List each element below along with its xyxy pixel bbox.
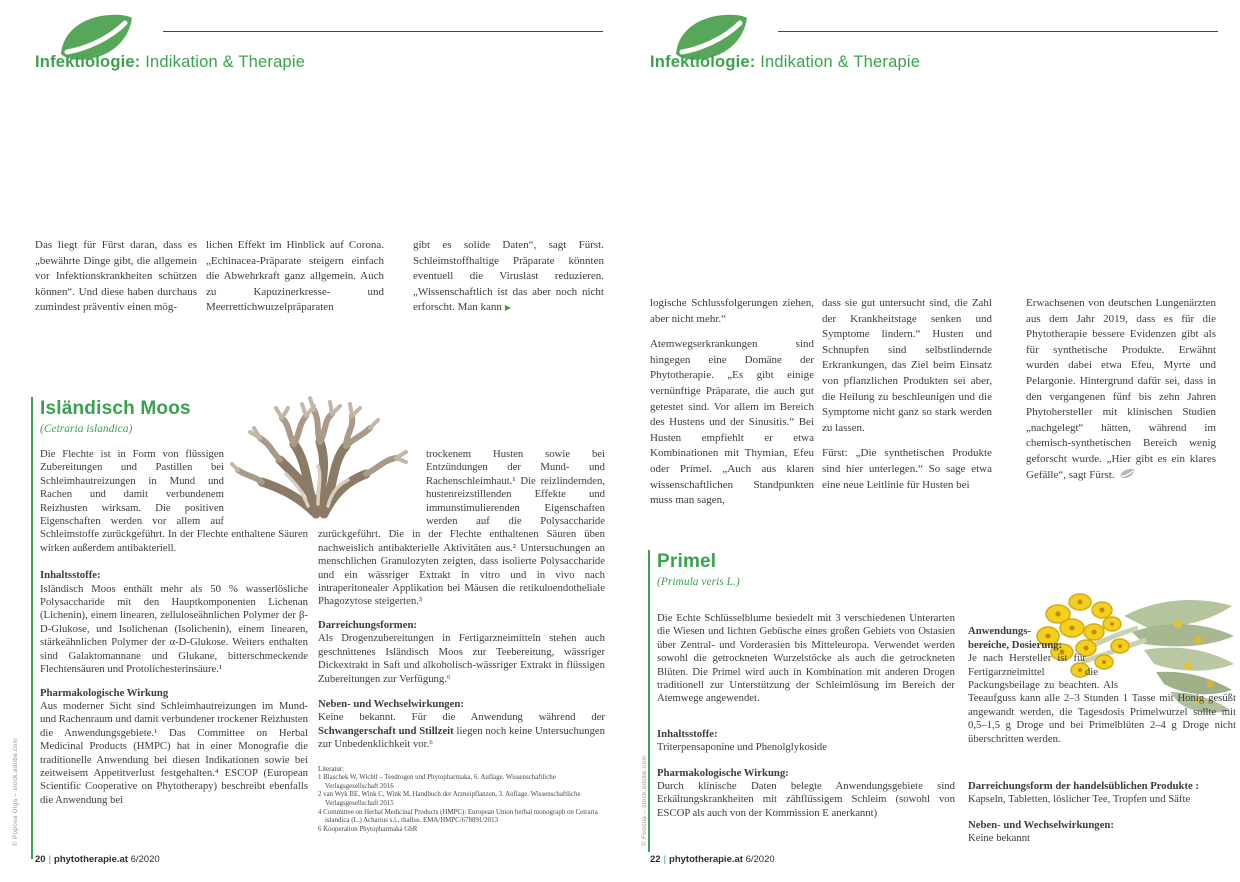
subsection-heading: Inhaltsstoffe: [657,727,718,740]
subsection-heading: Pharmakologische Wirkung [40,686,169,699]
body-paragraph: Als Drogenzubereitungen in Fertigarzneimitteln stehen auch geschnittenes Isländisch Moos zur Teebereitung, wässriger Dickextrakt in Saft und alkoholisch-wässriger Extrakt in flüssigen Zubereitungen zur Verfügung.⁶ [318,632,605,685]
body-paragraph [318,711,605,751]
header-section-label: Infektiologie: [650,53,756,71]
intro-column-2 [822,296,992,493]
emphasized-text: Schwangerschaft und Stillzeit [318,724,454,737]
body-paragraph [1026,296,1216,484]
continuation-arrow-icon: ▶ [504,303,512,313]
body-paragraph [413,238,604,316]
header-rule [163,31,603,32]
footer-separator: | [48,854,52,865]
body-paragraph: lichen Effekt im Hinblick auf Corona. „Echinacea-Präparate steigern einfach die Abwehrkraft ganz allgemein. Auch zu Kapuzinerkresse- und Meerrettichwurzelpräparaten [206,239,384,314]
footer-separator: | [663,854,667,865]
page-number: 22 [650,854,661,865]
photo-wrap-spacer [1098,666,1236,679]
body-paragraph: trockenem Husten sowie bei Entzündungen der Mund- und Rachenschleimhaut.¹ Die reizlindernden, hustenreizstillenden Effekte und immunstimulierenden Eigenschaften werden auf die Polysaccharide zurückgeführt. Die in der Flechte enthaltenen Säuren üben nachweislich antibakterielle Aktivitäten aus.² Untersuchungen an menschlichen Granulozyten zeigten, dass isolierte Polysaccharide und ein wässriger Extrakt in vitro und in vivo nach intraperitonealer Applikation bei Mäusen die retikuloendotheliale Phagozytose steigerten.³ [318,448,605,608]
subsection-heading: Darreichungsformen: [318,618,417,631]
intro-column-1 [35,238,197,316]
body-paragraph: logische Schlussfolgerungen ziehen, aber nicht mehr.“ [650,297,814,325]
section-title: Isländisch Moos [40,398,191,419]
photo-credit: © Popova Olga – stock.adobe.com [12,737,19,846]
body-paragraph: Je nach Hersteller ist für Fertigarzneimittel die Packungsbeilage zu beachten. Als Teeaufguss kann alle 2–3 Stunden 1 Tasse mit Honig gesüßt angewandt werden, die Tagesdosis Primelwurzel sollte mit 0,5–1,5 g Droge und bei Primelblüten 2–4 g Droge nicht überschritten werden. [968,652,1236,745]
footnote: 2 van Wyk BE, Wink C, Wink M, Handbuch der Arzneipflanzen, 3. Auflage. Wissenschaftliche Verlagsgesellschaft 2015 [318,791,581,807]
footer-issue: 6/2020 [130,854,160,865]
footnote: 6 Kooperation Phytopharmaka GbR [318,825,418,833]
latin-name: (Cetraria islandica) [40,423,133,435]
body-paragraph: Durch klinische Daten belegte Anwendungsgebiete sind Erkältungskrankheiten mit zähflüssigem Schleim (sowohl von ESCOP als auch von der Kommission E anerkannt) [657,780,955,819]
footnote: 1 Blaschek W, Wichtl – Teedrogen und Phytopharmaka, 6. Auflage. Wissenschaftliche Verlagsgesellschaft 2016 [318,774,556,790]
body-paragraph: Das liegt für Fürst daran, dass es „bewährte Dinge gibt, die allgemein vor Infektionskrankheiten schützen können“. Und diese haben durchaus zumindest präventiv einen mög- [35,239,197,314]
footer-issue: 6/2020 [745,854,775,865]
subsection-heading: Inhaltsstoffe: [40,569,101,582]
header-rule [778,31,1218,32]
references-heading: Literatur: [318,765,345,773]
page-footer [650,854,775,865]
subsection-heading: Neben- und Wechselwirkungen: [968,818,1114,831]
header-section-label: Infektiologie: [35,53,141,71]
intro-column-3 [413,238,604,316]
section-accent-bar [648,550,650,852]
section-header-primel [657,551,917,588]
body-paragraph: Kapseln, Tabletten, löslicher Tee, Tropfen und Säfte [968,793,1191,806]
footer-brand: phytotherapie.at [669,854,743,865]
photo-credit: © Fooolia – stock.adobe.com [641,755,648,846]
primel-left-column [657,612,955,820]
subsection-heading: Anwendungsbereiche, Dosierung: [968,625,1063,651]
photo-wrap-spacer [1118,679,1236,692]
header-subtitle: Indikation & Therapie [755,53,921,71]
photo-wrap-spacer [1078,639,1236,652]
moos-left-column [40,448,308,807]
body-paragraph: Triterpensaponine und Phenolglykoside [657,741,827,754]
intro-column-3 [1026,296,1216,484]
body-text: Erwachsenen von deutschen Lungenärzten aus dem Jahr 2019, dass es für die Phytotherapie bessere Evidenzen gibt als für synthetische Produkte. Erwähnt wurden dabei etwa Efeu, Myrte und Pelargonie. Hintergrund dafür sei, dass in den vergangenen fünf bis zehn Jahren Phytohersteller mit klinischen Studien „nachgelegt“ hätten, während im chemisch-synthetischen Bereich wenig geforscht wurde. „Hier gibt es ein klares Gefälle“, sagt Fürst. [1026,297,1216,481]
subsection-heading: Neben- und Wechselwirkungen: [318,697,464,710]
intro-column-1 [650,296,814,509]
photo-wrap-spacer [1026,612,1236,625]
body-paragraph: Fürst: „Die synthetischen Produkte sind hier unterlegen.“ So sage etwa eine neue Leitlinie für Husten bei [822,447,992,491]
page-header-title [650,53,920,72]
intro-column-2 [206,238,384,316]
subsection-heading: Pharmakologische Wirkung: [657,766,789,779]
body-text: gibt es solide Daten“, sagt Fürst. Schleimstoffhaltige Präparate könnten eventuell die Viruslast reduzieren. „Wissenschaftlich ist das aber noch nicht erforscht. Man kann [413,239,604,314]
body-paragraph: Atemwegserkrankungen sind hingegen eine Domäne der Phytotherapie. „Es gibt einige vernünftige Präparate, die auch gut getestet sind. Vor allem im Bereich des Hustens und der Sinusitis.“ Bei Husten empfiehlt er etwa Kombinationen mit Thymian, Efeu oder Primel. „Auch aus klaren wissenschaftlichen Standpunkten muss man sagen, [650,338,814,507]
body-text: liegen noch keine Untersuchungen zur Unbedenklichkeit vor.⁶ [318,724,605,751]
section-title: Primel [657,551,717,572]
body-paragraph: Isländisch Moos enthält mehr als 50 % wasserlösliche Polysaccharide mit den Hauptkomponenten Lichenan (Lichenin), einem linearen, zelluloseähnlichen Polymer der β-D-Glukose, und Isolichenan (Isolichenin), einem linearen, stärkeähnlichen Polymer der α-D-Glukose. Weiters enthalten sind Galaktomannane und Glukane, bitterschmeckende Flechtensäuren und Protolichesterinsäure.¹ [40,582,308,676]
photo-wrap-spacer [318,448,426,524]
header-subtitle: Indikation & Therapie [140,53,306,71]
page-footer [35,854,160,865]
photo-wrap-spacer [1068,625,1236,638]
body-paragraph: Die Flechte ist in Form von flüssigen Zubereitungen und Pastillen bei Schleimhautreizungen in Mund und Rachen und damit verbundenem Reizhusten wirksam. Die positiven Eigenschaften werden vor allem auf Schleimstoffe zurückgeführt. In der Flechte enthaltene Säuren wirken außerdem antibakteriell. [40,448,308,554]
article-end-leaf-icon [1119,468,1135,485]
page-number: 20 [35,854,46,865]
subsection-heading: Darreichungsform der handelsüblichen Produkte : [968,780,1199,793]
photo-wrap-spacer [224,448,308,524]
primel-right-column [968,612,1236,846]
body-text: Keine bekannt. Für die Anwendung während der [318,711,605,724]
latin-name: (Primula veris L.) [657,576,740,588]
body-paragraph: Die Echte Schlüsselblume besiedelt mit 3 verschiedenen Unterarten die Wiesen und lichten Gebüsche eines großen Gebiets von Ostasien über Zentral- und Vorderasien bis Mitteleuropa. Verwendet werden sowohl die getrockneten Wurzelstöcke als auch die getrockneten Blüten. Die Primel wird auch in Kombination mit anderen Drogen traditionell zur Unterstützung der Schleimlösung im Bereich der Atemwege angewendet. [657,612,955,705]
body-paragraph: Aus moderner Sicht sind Schleimhautreizungen im Mund- und Rachenraum und damit verbundener trockener Reizhusten die Anwendungsgebiete.¹ Das Committee on Herbal Medicinal Products (HMPC) hat in einer Monografie die traditionelle Anwendung bei diesen Indikationen sowie bei zeitweisem Appetitverlust festgehalten.⁴ ESCOP (European Scientific Cooperative on Phytotherapy) beschreibt ebenfalls die Anwendung bei [40,699,308,806]
section-accent-bar [31,397,33,859]
photo-wrap-spacer [1086,652,1236,665]
footer-brand: phytotherapie.at [54,854,128,865]
body-paragraph: dass sie gut untersucht sind, die Zahl der Krankheitstage senken und Symptome lindern.“ Husten und Schnupfen sind selbstlindernde Erkrankungen, das Ziel beim Einsatz von pflanzlichen Produkten sei aber, die Heilung zu beschleunigen und die Symptome nicht ganz so stark werden zu lassen. [822,297,992,434]
moos-right-column [318,448,605,834]
body-paragraph: Keine bekannt [968,832,1031,845]
page-header-title [35,53,305,72]
footnote: 4 Committee on Herbal Medicinal Products (HMPC): European Union herbal monograph on Cetraria islandica (L.) Acharius s.l., thallus. EMA/HMPC/678891/2013 [318,808,598,825]
